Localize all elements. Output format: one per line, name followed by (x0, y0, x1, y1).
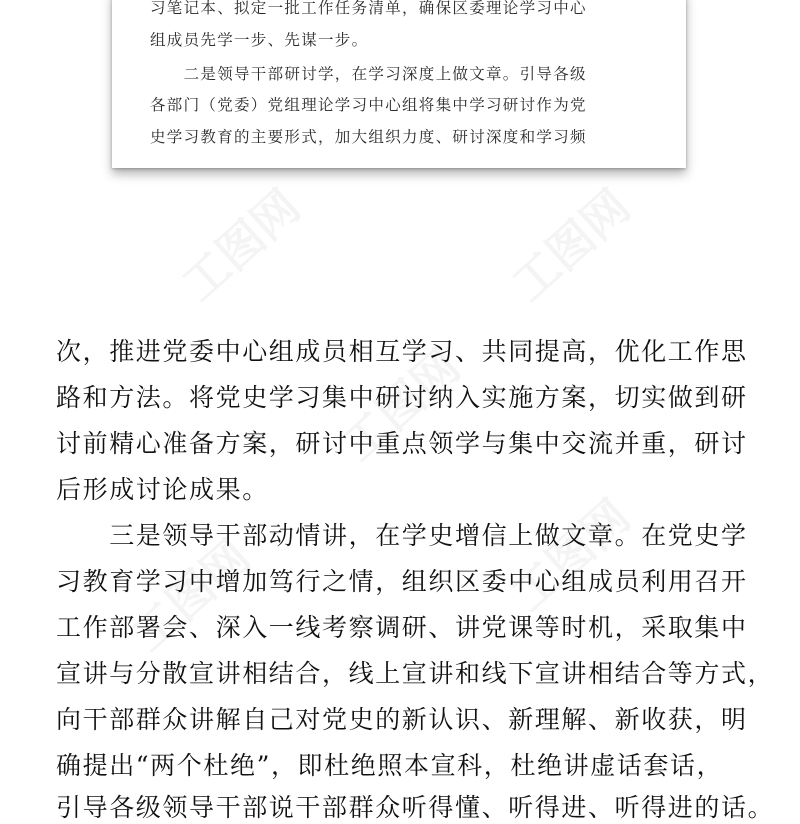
body-line: 工作部署会、深入一线考察调研、讲党课等时机，采取集中 (56, 613, 748, 642)
card-line: 二是领导干部研讨学，在学习深度上做文章。引导各级 (150, 65, 587, 83)
body-line: 后形成讨论成果。 (56, 475, 269, 504)
body-line: 三是领导干部动情讲，在学史增信上做文章。在党史学 (56, 521, 748, 550)
body-line: 次，推进党委中心组成员相互学习、共同提高，优化工作思 (56, 337, 748, 366)
card-line: 习笔记本、拟定一批工作任务清单，确保区委理论学习中心 (150, 0, 587, 17)
card-line: 史学习教育的主要形式，加大组织力度、研讨深度和学习频 (150, 128, 587, 146)
watermark-text: 工图网 (171, 178, 311, 312)
watermark-text: 工图网 (331, 338, 471, 472)
body-line: 引导各级领导干部说干部群众听得懂、听得进、听得进的话。 (56, 793, 775, 822)
card-line: 组成员先学一步、先谋一步。 (150, 31, 369, 49)
body-line: 习教育学习中增加笃行之情，组织区委中心组成员利用召开 (56, 567, 748, 596)
body-line: 路和方法。将党史学习集中研讨纳入实施方案，切实做到研 (56, 383, 748, 412)
watermark-text: 工图网 (121, 528, 261, 662)
body-line: 确提出“两个杜绝”，即杜绝照本宣科，杜绝讲虚话套话， (56, 751, 724, 780)
body-line: 宣讲与分散宣讲相结合，线上宣讲和线下宣讲相结合等方式， (56, 659, 775, 688)
excerpt-card (112, 0, 686, 168)
body-line: 讨前精心准备方案，研讨中重点领学与集中交流并重，研讨 (56, 429, 748, 458)
card-line: 各部门（党委）党组理论学习中心组将集中学习研讨作为党 (150, 96, 587, 114)
body-line: 向干部群众讲解自己对党史的新认识、新理解、新收获，明 (56, 705, 748, 734)
watermark-text: 工图网 (501, 178, 641, 312)
watermark-text: 工图网 (501, 488, 641, 622)
